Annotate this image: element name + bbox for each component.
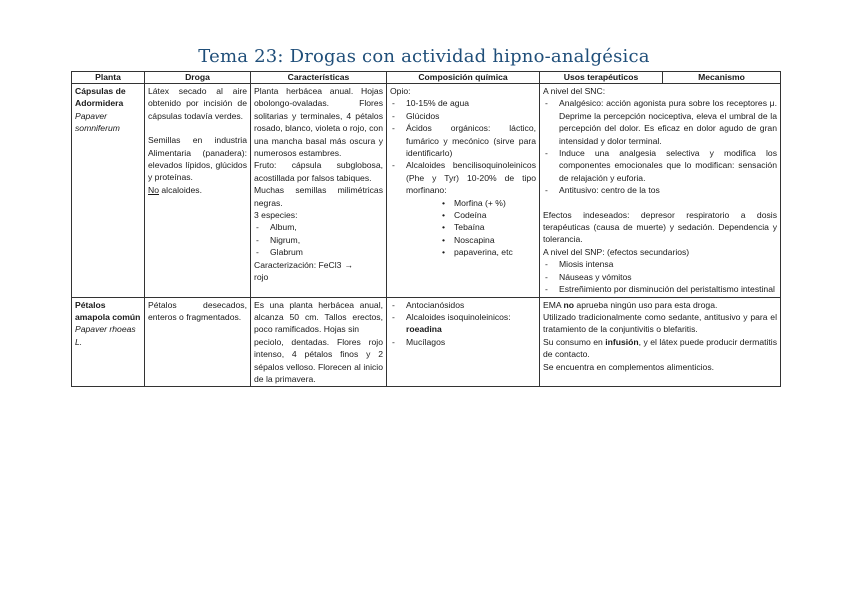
car-text: peciolo, dentadas. Flores rojo intenso, 4 pétalos finos y 2 sépalos velloso. Florecen al inicio de la primavera. bbox=[254, 336, 383, 384]
composition-list bbox=[390, 97, 536, 196]
alkaloid-list bbox=[390, 197, 536, 259]
species-list bbox=[254, 221, 383, 258]
usos-heading: A nivel del SNC: bbox=[543, 86, 606, 96]
list-item: - Induce una analgesia selectiva y modifica los componentes emocionales que lo modifican: sensación de relajación y euforia. bbox=[543, 147, 777, 184]
usos-heading: A nivel del SNP: (efectos secundarios) bbox=[543, 246, 690, 257]
drug-table bbox=[71, 71, 781, 387]
plant-latin: Papaver somniferum bbox=[75, 110, 120, 134]
list-item: - Nigrum, bbox=[254, 234, 383, 246]
cell-droga bbox=[145, 84, 251, 298]
list-item: - Alcaloides isoquinoleinicos: roeadina bbox=[390, 311, 536, 336]
list-item: • papaverina, etc bbox=[440, 246, 536, 258]
list-item: • Codeína bbox=[440, 209, 536, 221]
cell-composicion bbox=[387, 84, 540, 298]
cell-usos-mecanismo bbox=[540, 84, 781, 298]
car-text: Caracterización: FeCl3 → bbox=[254, 259, 383, 271]
header-mecanismo: Mecanismo bbox=[663, 72, 781, 84]
droga-text: Semillas en industria Alimentaria (panadera): elevados lípidos, glúcidos y proteínas. bbox=[148, 135, 247, 183]
list-item: - Glúcidos bbox=[390, 110, 536, 122]
table-row bbox=[72, 84, 781, 298]
usos-text: Utilizado tradicionalmente como sedante, antitusivo y para el tratamiento de la conjuntivitis o blefaritis. bbox=[543, 311, 777, 335]
header-planta: Planta bbox=[72, 72, 145, 84]
cell-caracteristicas bbox=[251, 297, 387, 387]
list-item: - Náuseas y vómitos bbox=[543, 271, 777, 283]
cell-droga bbox=[145, 297, 251, 387]
list-item: - Mucílagos bbox=[390, 336, 536, 348]
list-item: • Noscapina bbox=[440, 234, 536, 246]
list-item: - Analgésico: acción agonista pura sobre los receptores μ. Deprime la percepción nociceptiva, eleva el umbral de la percepción del dolor. Es eficaz en dolor agudo de gran intensidad y dolor terminal. bbox=[543, 97, 777, 147]
cell-composicion bbox=[387, 297, 540, 387]
snp-list bbox=[543, 258, 777, 295]
usos-text: EMA no aprueba ningún uso para esta droga. bbox=[543, 299, 718, 310]
page-title: Tema 23: Drogas con actividad hipno-analgésica bbox=[198, 46, 650, 67]
list-item: • Tebaína bbox=[440, 221, 536, 233]
table-header-row bbox=[72, 72, 781, 84]
plant-name: Cápsulas de Adormidera bbox=[75, 86, 126, 109]
header-caracteristicas: Características bbox=[251, 72, 387, 84]
car-text: Fruto: cápsula subglobosa, acostillada por falsos tabiques. bbox=[254, 160, 383, 183]
usos-text: Su consumo en infusión, y el látex puede producir dermatitis de contacto. bbox=[543, 336, 777, 360]
list-item: - 10-15% de agua bbox=[390, 97, 536, 109]
header-usos: Usos terapéuticos bbox=[540, 72, 663, 84]
list-item: - Album, bbox=[254, 221, 383, 233]
car-text: 3 especies: bbox=[254, 210, 298, 221]
droga-text: Pétalos desecados, enteros o fragmentados. bbox=[148, 299, 247, 322]
header-composicion: Composición química bbox=[387, 72, 540, 84]
header-droga: Droga bbox=[145, 72, 251, 84]
list-item: • Morfina (+ %) bbox=[440, 197, 536, 209]
plant-latin: Papaver rhoeas L. bbox=[75, 324, 136, 347]
car-text: Muchas semillas milimétricas negras. bbox=[254, 185, 383, 208]
list-item: - Antocianósidos bbox=[390, 299, 536, 311]
list-item: - Estreñimiento por disminución del peristaltismo intestinal bbox=[543, 283, 777, 295]
car-text: Planta herbácea anual. Hojas obolongo-ovaladas. Flores solitarias y terminales, 4 pétalos rosado, blanco, violeta o rojo, con una mancha basal más oscura y numerosos estambres. bbox=[254, 86, 383, 159]
snc-list bbox=[543, 97, 777, 196]
cell-caracteristicas bbox=[251, 84, 387, 298]
composition-list bbox=[390, 299, 536, 349]
plant-name: Pétalos amapola común bbox=[75, 299, 141, 322]
list-item: - Alcaloides bencilisoquinoleinicos (Phe y Tyr) 10-20% de tipo morfinano: bbox=[390, 159, 536, 196]
list-item: - Miosis intensa bbox=[543, 258, 777, 270]
droga-text: Látex secado al aire obtenido por incisión de cápsulas todavía verdes. bbox=[148, 86, 247, 121]
droga-text: No alcaloides. bbox=[148, 184, 202, 195]
car-text: rojo bbox=[254, 272, 269, 283]
comp-intro: Opio: bbox=[390, 86, 411, 96]
cell-planta bbox=[72, 297, 145, 387]
cell-planta bbox=[72, 84, 145, 298]
table-row bbox=[72, 297, 781, 387]
arrow-icon: → bbox=[344, 259, 353, 270]
list-item: - Glabrum bbox=[254, 246, 383, 258]
list-item: - Ácidos orgánicos: láctico, fumárico y mecónico (sirve para identificarlo) bbox=[390, 122, 536, 159]
usos-text: Efectos indeseados: depresor respiratorio a dosis terapéuticas (causa de muerte) y sedación. Dependencia y tolerancia. bbox=[543, 209, 777, 245]
cell-usos-mecanismo bbox=[540, 297, 781, 387]
car-text: Es una planta herbácea anual, alcanza 50 cm. Tallos erectos, poco ramificados. Hojas sin bbox=[254, 299, 383, 335]
usos-text: Se encuentra en complementos alimenticios. bbox=[543, 361, 715, 372]
list-item: - Antitusivo: centro de la tos bbox=[543, 184, 777, 196]
